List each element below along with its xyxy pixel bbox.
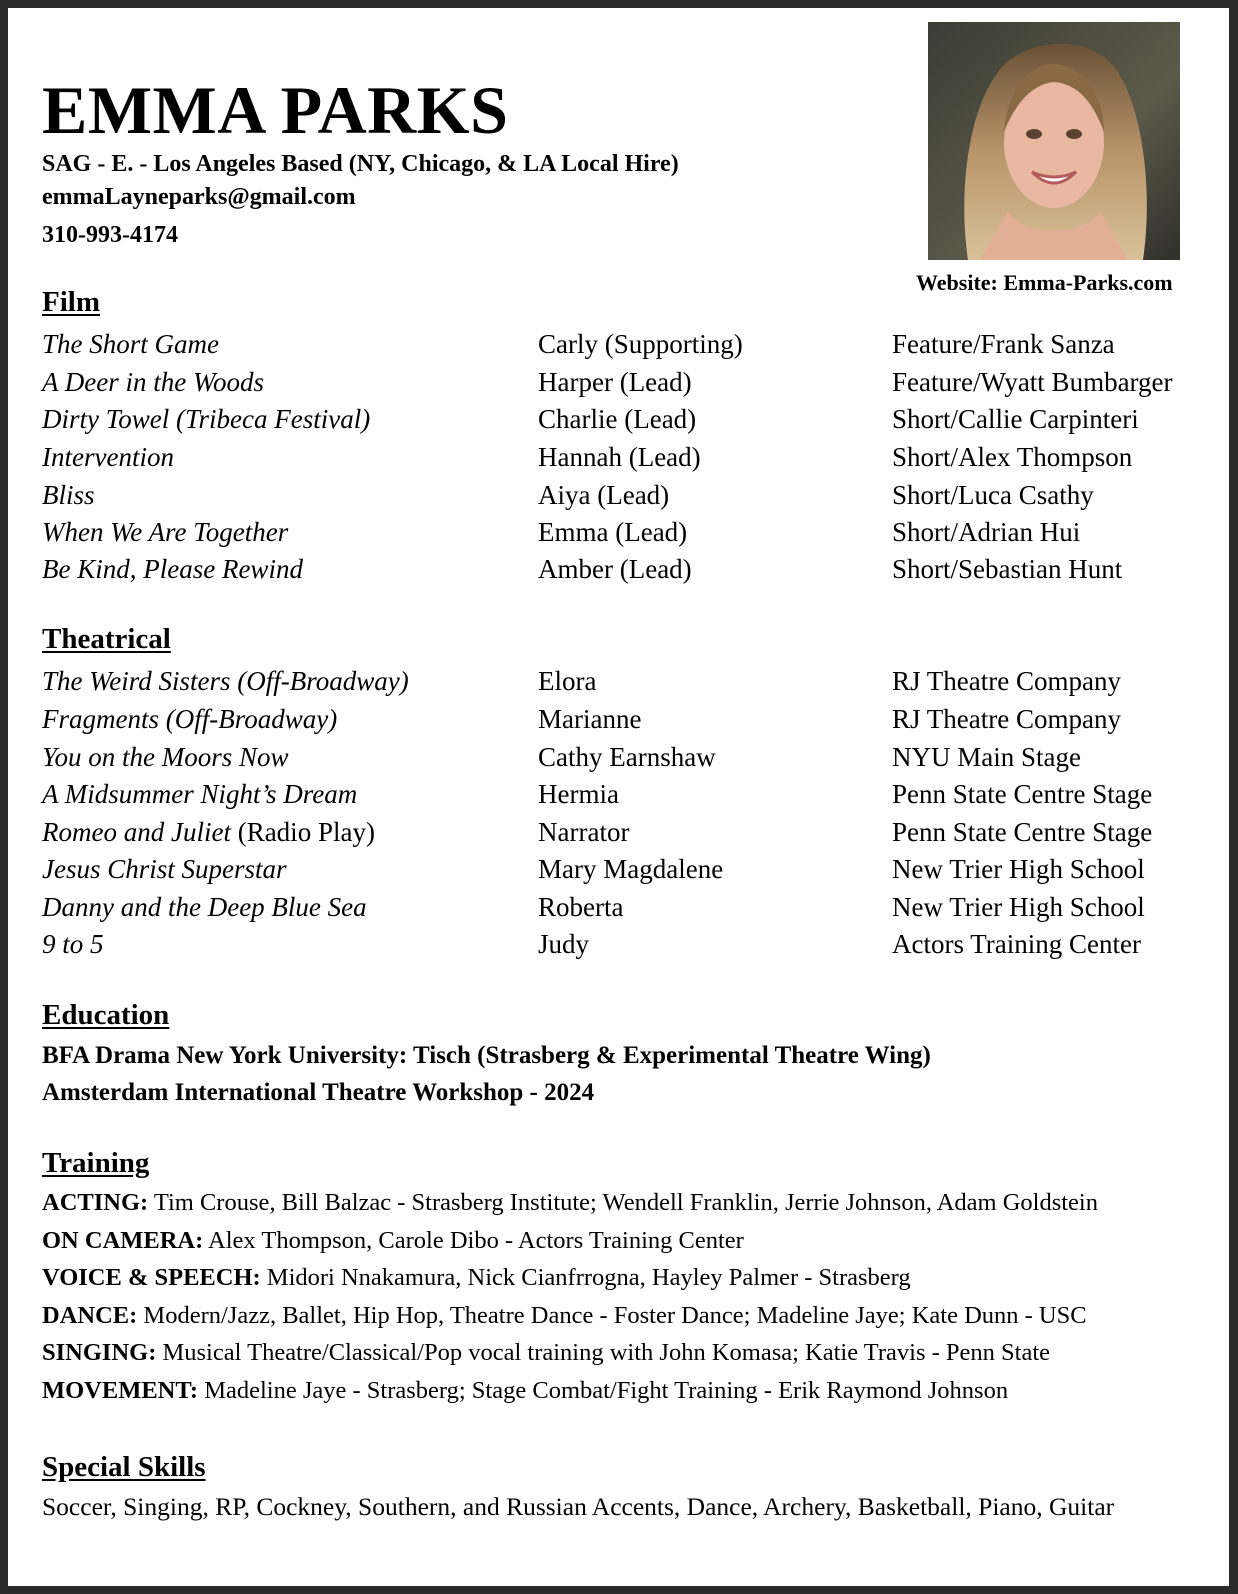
show-title (42, 819, 375, 846)
training-label: MOVEMENT: (42, 1377, 199, 1404)
film-role: Carly (Supporting) (538, 329, 743, 359)
training-label: ACTING: (42, 1189, 149, 1216)
union-status: SAG - E. - Los Angeles Based (NY, Chicago, & LA Local Hire) (42, 151, 679, 177)
email: emmaLayneparks@gmail.com (42, 184, 356, 210)
theatre-credit-row (8, 744, 1229, 780)
film-title: Bliss (42, 480, 95, 510)
theatre-credit-row (8, 931, 1229, 967)
website: Website: Emma-Parks.com (916, 270, 1173, 295)
training-detail: Madeline Jaye - Strasberg; Stage Combat/Fight Training - Erik Raymond Johnson (198, 1377, 1009, 1404)
film-credit: Feature/Wyatt Bumbarger (892, 367, 1173, 397)
show-title: Jesus Christ Superstar (42, 854, 287, 884)
training-label: SINGING: (42, 1339, 157, 1366)
training-detail: Tim Crouse, Bill Balzac - Strasberg Institute; Wendell Franklin, Jerrie Johnson, Adam Goldstein (148, 1189, 1098, 1216)
film-title: Dirty Towel (Tribeca Festival) (42, 404, 371, 434)
film-credit-row (8, 406, 1229, 442)
phone: 310-993-4174 (42, 222, 178, 248)
theatre-credit-row (8, 668, 1229, 704)
show-title-italic: Romeo and Juliet (42, 817, 231, 847)
training-label: VOICE & SPEECH: (42, 1264, 261, 1291)
film-role: Emma (Lead) (538, 517, 688, 547)
film-credit: Short/Callie Carpinteri (892, 404, 1139, 434)
film-role: Hannah (Lead) (538, 442, 701, 472)
show-role: Cathy Earnshaw (538, 742, 716, 772)
training-dance (42, 1304, 1087, 1329)
show-title: 9 to 5 (42, 929, 104, 959)
film-credit: Short/Alex Thompson (892, 442, 1133, 472)
show-role: Judy (538, 929, 590, 959)
actor-name: EMMA PARKS (42, 72, 509, 148)
film-credit-row (8, 519, 1229, 555)
headshot-photo (928, 22, 1180, 260)
training-movement (42, 1379, 1008, 1404)
education-workshop: Amsterdam International Theatre Workshop - 2024 (42, 1079, 595, 1106)
show-venue: New Trier High School (892, 854, 1145, 884)
show-title: The Weird Sisters (Off-Broadway) (42, 666, 409, 696)
training-acting (42, 1191, 1098, 1216)
show-role: Marianne (538, 704, 642, 734)
special-skills-list: Soccer, Singing, RP, Cockney, Southern, and Russian Accents, Dance, Archery, Basketball, Piano, Guitar (42, 1492, 1115, 1521)
show-venue: Actors Training Center (892, 929, 1141, 959)
theatre-credit-row (8, 781, 1229, 817)
resume-page (8, 8, 1229, 1586)
film-credit: Feature/Frank Sanza (892, 329, 1115, 359)
film-role: Amber (Lead) (538, 554, 692, 584)
training-detail: Musical Theatre/Classical/Pop vocal training with John Komasa; Katie Travis - Penn State (156, 1339, 1051, 1366)
film-title: The Short Game (42, 329, 219, 359)
show-title-note: (Radio Play) (230, 817, 375, 847)
film-title: A Deer in the Woods (42, 367, 264, 397)
film-role: Aiya (Lead) (538, 480, 670, 510)
show-role: Hermia (538, 779, 619, 809)
show-role: Elora (538, 666, 597, 696)
film-credit-row (8, 331, 1229, 367)
show-venue: NYU Main Stage (892, 742, 1081, 772)
film-credit: Short/Sebastian Hunt (892, 554, 1123, 584)
film-heading: Film (42, 286, 100, 318)
show-role: Roberta (538, 892, 624, 922)
education-heading: Education (42, 999, 170, 1031)
theatre-credit-row (8, 706, 1229, 742)
film-title: Intervention (42, 442, 174, 472)
show-venue: Penn State Centre Stage (892, 817, 1153, 847)
show-title: A Midsummer Night’s Dream (42, 779, 358, 809)
training-label: DANCE: (42, 1302, 138, 1329)
training-detail: Modern/Jazz, Ballet, Hip Hop, Theatre Dance - Foster Dance; Madeline Jaye; Kate Dunn - USC (137, 1302, 1087, 1329)
show-title: Danny and the Deep Blue Sea (42, 892, 367, 922)
film-credit-row (8, 556, 1229, 592)
special-skills-heading: Special Skills (42, 1451, 206, 1483)
film-credit: Short/Luca Csathy (892, 480, 1094, 510)
training-voice-speech (42, 1266, 911, 1291)
theatre-credit-row (8, 819, 1229, 855)
show-role: Mary Magdalene (538, 854, 724, 884)
show-title: You on the Moors Now (42, 742, 289, 772)
theatrical-heading: Theatrical (42, 623, 171, 655)
film-role: Charlie (Lead) (538, 404, 697, 434)
film-credit-row (8, 369, 1229, 405)
training-label: ON CAMERA: (42, 1227, 204, 1254)
film-role: Harper (Lead) (538, 367, 692, 397)
training-heading: Training (42, 1147, 150, 1179)
show-venue: RJ Theatre Company (892, 666, 1121, 696)
film-credit-row (8, 444, 1229, 480)
show-venue: New Trier High School (892, 892, 1145, 922)
show-title: Fragments (Off-Broadway) (42, 704, 338, 734)
training-detail: Midori Nnakamura, Nick Cianfrrogna, Hayley Palmer - Strasberg (260, 1264, 911, 1291)
show-role: Narrator (538, 817, 630, 847)
training-on-camera (42, 1229, 744, 1254)
theatre-credit-row (8, 894, 1229, 930)
film-credit: Short/Adrian Hui (892, 517, 1081, 547)
film-title: Be Kind, Please Rewind (42, 554, 303, 584)
film-title: When We Are Together (42, 517, 289, 547)
education-degree: BFA Drama New York University: Tisch (Strasberg & Experimental Theatre Wing) (42, 1042, 931, 1069)
show-venue: Penn State Centre Stage (892, 779, 1153, 809)
theatre-credit-row (8, 856, 1229, 892)
training-detail: Alex Thompson, Carole Dibo - Actors Training Center (203, 1227, 744, 1254)
film-credit-row (8, 482, 1229, 518)
show-venue: RJ Theatre Company (892, 704, 1121, 734)
training-singing (42, 1341, 1050, 1366)
